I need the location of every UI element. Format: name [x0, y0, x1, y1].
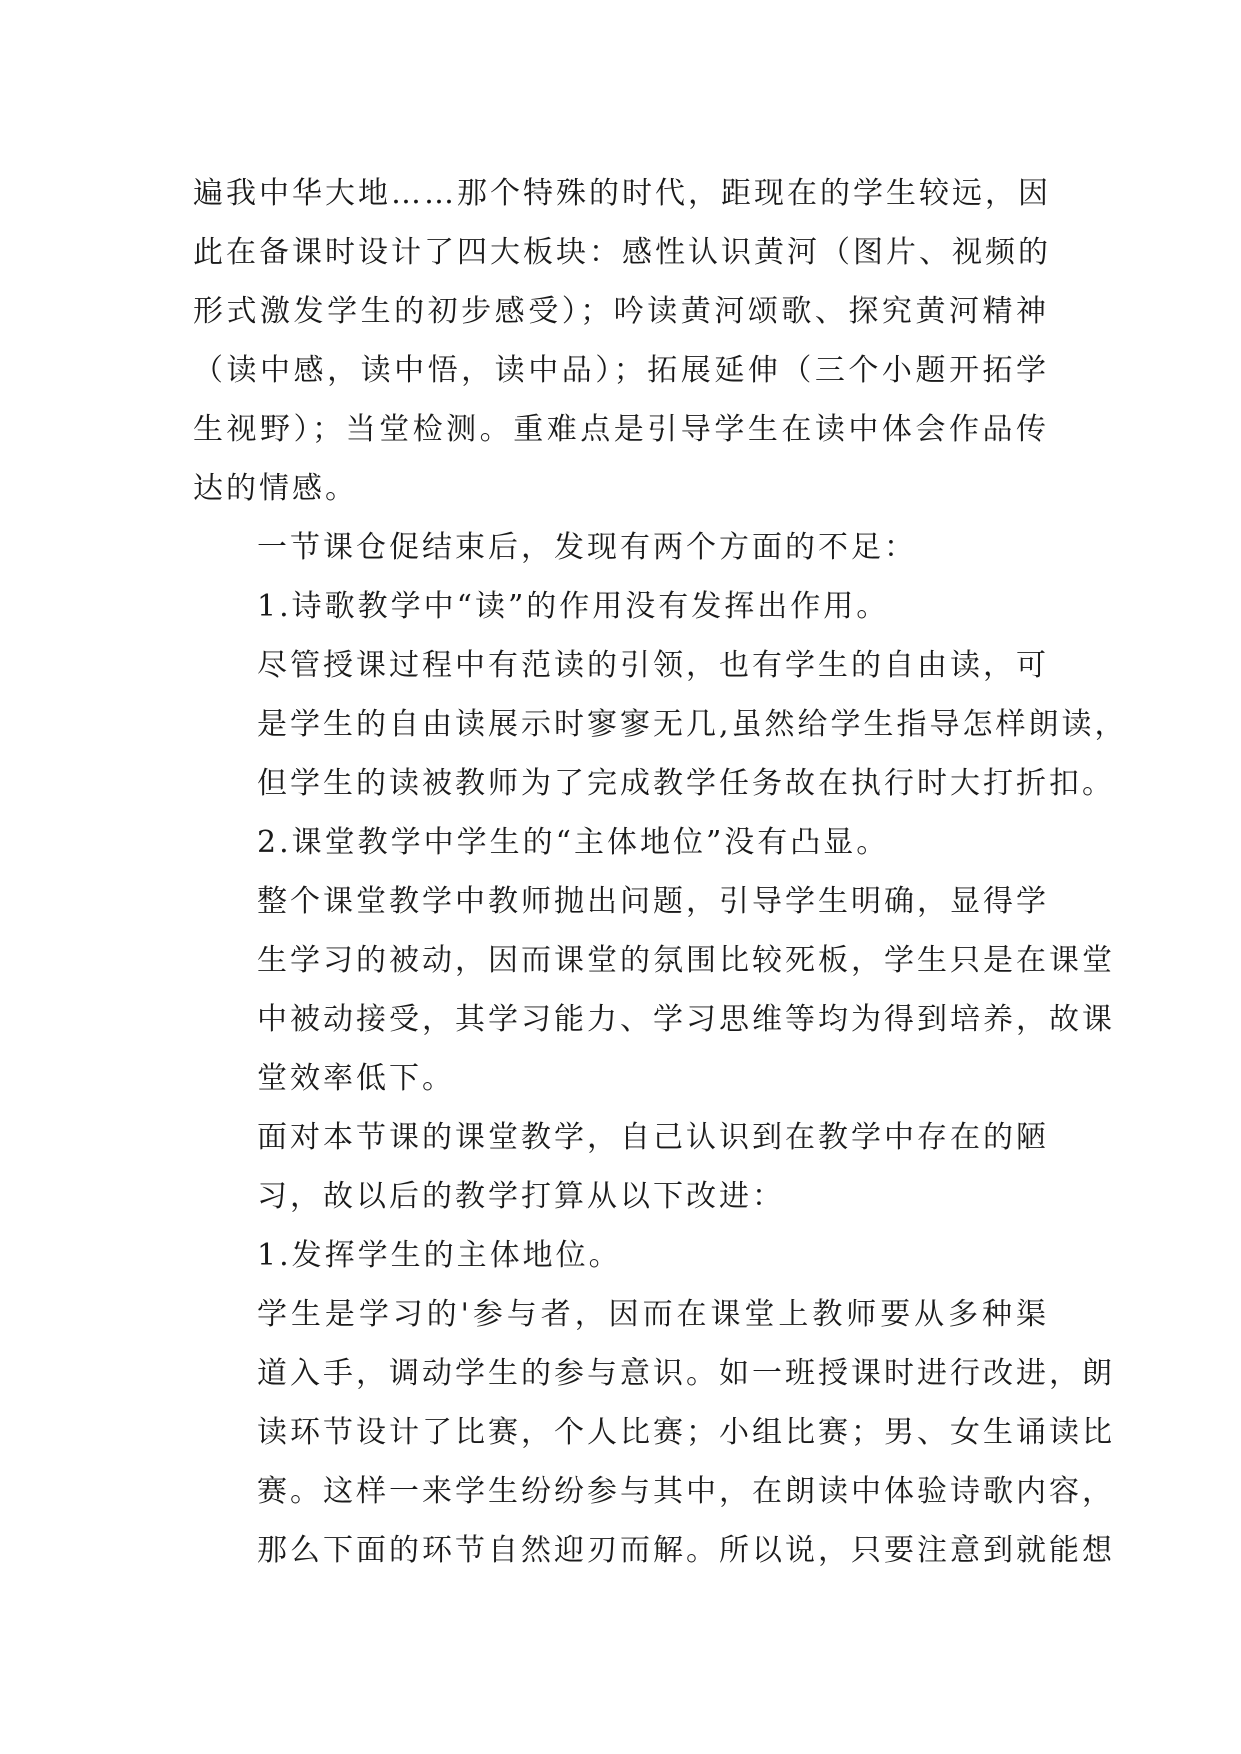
- text-line: 习，故以后的教学打算从以下改进：: [257, 1179, 785, 1214]
- text-line: 读环节设计了比赛，个人比赛；小组比赛；男、女生诵读比: [257, 1415, 1115, 1450]
- text-line: 那么下面的环节自然迎刃而解。所以说，只要注意到就能想: [257, 1533, 1115, 1568]
- text-line: 尽管授课过程中有范读的引领，也有学生的自由读，可: [257, 648, 1049, 683]
- text-line: 此在备课时设计了四大板块：感性认识黄河（图片、视频的: [193, 235, 1051, 270]
- text-line: 一节课仓促结束后，发现有两个方面的不足：: [257, 530, 917, 565]
- text-line: 达的情感。: [193, 471, 358, 506]
- text-line: 遍我中华大地……那个特殊的时代，距现在的学生较远，因: [193, 176, 1051, 211]
- text-line: （读中感，读中悟，读中品）；拓展延伸（三个小题开拓学: [193, 353, 1049, 388]
- text-line: 是学生的自由读展示时寥寥无几,虽然给学生指导怎样朗读，: [257, 707, 1128, 742]
- paragraph: [193, 872, 1115, 1108]
- text-line: 赛。这样一来学生纷纷参与其中，在朗读中体验诗歌内容，: [257, 1474, 1115, 1509]
- text-line: 形式激发学生的初步感受）；吟读黄河颂歌、探究黄河精神: [193, 294, 1049, 329]
- text-line: 1.诗歌教学中“读”的作用没有发挥出作用。: [257, 589, 890, 624]
- paragraph: [193, 1226, 1049, 1285]
- text-line: 学生是学习的'参与者，因而在课堂上教师要从多种渠: [257, 1297, 1049, 1332]
- text-line: 2.课堂教学中学生的“主体地位”没有凸显。: [257, 825, 890, 860]
- text-line: 生视野）；当堂检测。重难点是引导学生在读中体会作品传: [193, 412, 1049, 447]
- text-line: 堂效率低下。: [257, 1061, 455, 1096]
- text-line: 1.发挥学生的主体地位。: [257, 1238, 622, 1273]
- paragraph: [193, 813, 1049, 872]
- text-line: 面对本节课的课堂教学，自己认识到在教学中存在的陋: [257, 1120, 1049, 1155]
- paragraph: [193, 1285, 1115, 1580]
- paragraph: [193, 1108, 1049, 1226]
- text-line: 整个课堂教学中教师抛出问题，引导学生明确，显得学: [257, 884, 1049, 919]
- paragraph: [193, 636, 1128, 813]
- text-line: 但学生的读被教师为了完成教学任务故在执行时大打折扣。: [257, 766, 1115, 801]
- paragraph: [193, 518, 1049, 577]
- paragraph: [193, 164, 1049, 518]
- text-line: 生学习的被动，因而课堂的氛围比较死板，学生只是在课堂: [257, 943, 1115, 978]
- text-line: 道入手，调动学生的参与意识。如一班授课时进行改进，朗: [257, 1356, 1115, 1391]
- text-line: 中被动接受，其学习能力、学习思维等均为得到培养，故课: [257, 1002, 1115, 1037]
- document-body: [193, 164, 1128, 1580]
- paragraph: [193, 577, 1049, 636]
